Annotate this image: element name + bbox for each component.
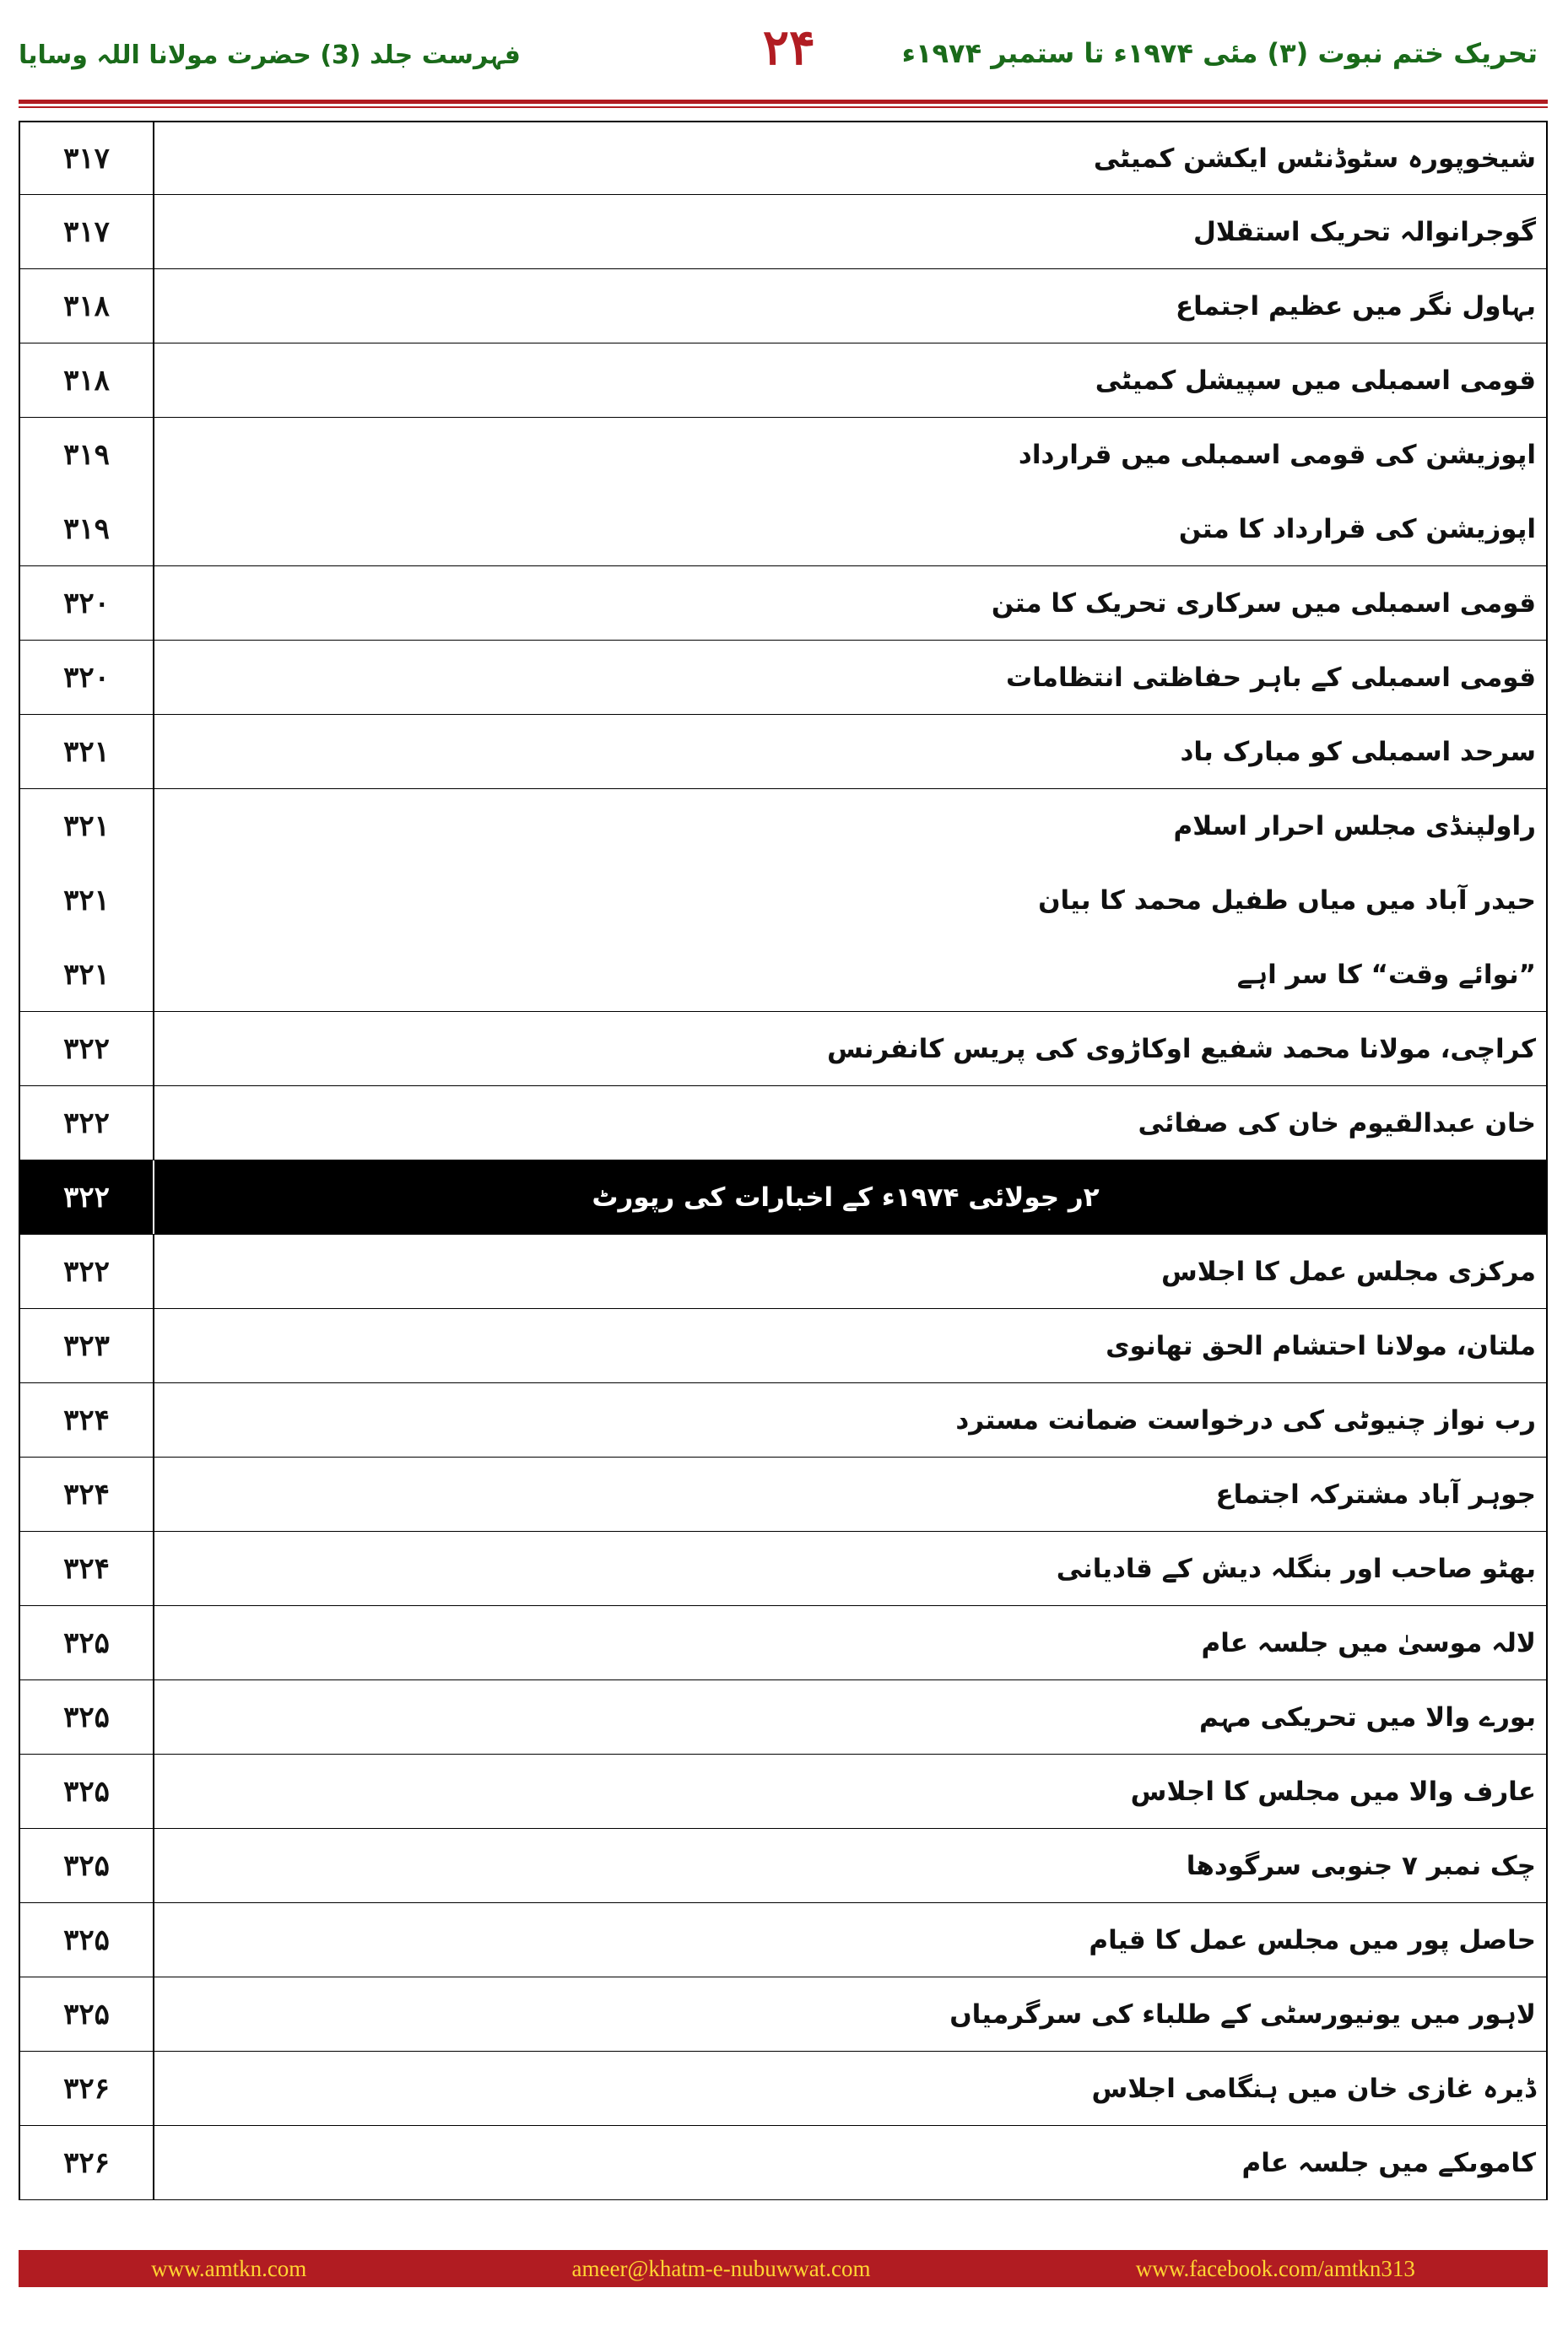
entry-title: بورے والا میں تحریکی مہم bbox=[1199, 1701, 1536, 1733]
table-row bbox=[19, 1829, 1548, 1903]
table-row bbox=[19, 1383, 1548, 1458]
entry-title: رب نواز چنیوٹی کی درخواست ضمانت مسترد bbox=[955, 1404, 1536, 1436]
entry-title: جوہر آباد مشترکہ اجتماع bbox=[1215, 1479, 1536, 1510]
entry-title: حاصل پور میں مجلس عمل کا قیام bbox=[1089, 1924, 1536, 1955]
section-header-row bbox=[19, 1160, 1548, 1235]
table-row bbox=[19, 566, 1548, 641]
book-title: تحریک ختم نبوت (۳) مئی ۱۹۷۴ء تا ستمبر ۱۹۷۴ء bbox=[901, 37, 1538, 69]
table-row bbox=[19, 1086, 1548, 1160]
table-row bbox=[19, 1680, 1548, 1755]
page-ref: ۳۲۱ bbox=[20, 863, 154, 938]
table-row bbox=[19, 1977, 1548, 2052]
page-ref: ۳۲۱ bbox=[20, 938, 154, 1011]
page-header bbox=[0, 0, 1568, 101]
page-ref: ۳۲۰ bbox=[20, 641, 154, 714]
page-ref: ۳۲۵ bbox=[20, 1755, 154, 1828]
facebook-link[interactable]: www.facebook.com/amtkn313 bbox=[1135, 2255, 1415, 2281]
page-ref: ۳۲۲ bbox=[20, 1012, 154, 1085]
page-ref: ۳۲۵ bbox=[20, 1680, 154, 1754]
volume-title: فہرست جلد (3) حضرت مولانا اللہ وسایا bbox=[19, 41, 521, 70]
entry-title: حیدر آباد میں میاں طفیل محمد کا بیان bbox=[1038, 885, 1536, 916]
page-ref: ۳۲۲ bbox=[20, 1086, 154, 1160]
table-row bbox=[19, 1012, 1548, 1086]
entry-title: اپوزیشن کی قرارداد کا متن bbox=[1178, 513, 1536, 544]
table-row bbox=[19, 789, 1548, 863]
table-of-contents bbox=[19, 121, 1548, 2200]
entry-title: لاہور میں یونیورسٹی کے طلباء کی سرگرمیاں bbox=[949, 1999, 1536, 2030]
website-link[interactable]: www.amtkn.com bbox=[151, 2255, 307, 2281]
page-number: ۲۴ bbox=[762, 19, 816, 76]
table-row bbox=[19, 195, 1548, 269]
entry-title: کاموںکے میں جلسہ عام bbox=[1241, 2147, 1536, 2178]
entry-title: بھٹو صاحب اور بنگلہ دیش کے قادیانی bbox=[1056, 1553, 1536, 1584]
page-ref: ۳۱۷ bbox=[20, 195, 154, 268]
table-row bbox=[19, 863, 1548, 938]
page-ref: ۳۲۶ bbox=[20, 2126, 154, 2199]
page-footer bbox=[19, 2250, 1548, 2287]
page-ref: ۳۲۱ bbox=[20, 789, 154, 863]
table-row bbox=[19, 1458, 1548, 1532]
page-ref: ۳۱۹ bbox=[20, 492, 154, 565]
entry-title: قومی اسمبلی میں سرکاری تحریک کا متن bbox=[991, 587, 1536, 619]
table-row bbox=[19, 641, 1548, 715]
table-row bbox=[19, 2052, 1548, 2126]
table-row bbox=[19, 418, 1548, 492]
page-ref: ۳۲۳ bbox=[20, 1309, 154, 1382]
page-ref: ۳۲۴ bbox=[20, 1532, 154, 1605]
entry-title: قومی اسمبلی میں سپیشل کمیٹی bbox=[1095, 365, 1536, 396]
table-row bbox=[19, 343, 1548, 418]
header-rule-thin bbox=[19, 106, 1548, 108]
page-ref: ۳۲۱ bbox=[20, 715, 154, 788]
page-ref: ۳۲۴ bbox=[20, 1383, 154, 1457]
table-row bbox=[19, 938, 1548, 1012]
page-ref: ۳۲۶ bbox=[20, 2052, 154, 2125]
table-row bbox=[19, 269, 1548, 343]
entry-title: چک نمبر ۷ جنوبی سرگودھا bbox=[1186, 1850, 1536, 1881]
table-row bbox=[19, 1606, 1548, 1680]
entry-title: لالہ موسیٰ میں جلسہ عام bbox=[1201, 1627, 1536, 1658]
entry-title: بہاول نگر میں عظیم اجتماع bbox=[1175, 290, 1536, 322]
entry-title: سرحد اسمبلی کو مبارک باد bbox=[1180, 736, 1536, 767]
table-row bbox=[19, 1903, 1548, 1977]
table-row bbox=[19, 1532, 1548, 1606]
table-row bbox=[19, 1235, 1548, 1309]
table-row bbox=[19, 492, 1548, 566]
section-title: ۲ر جولائی ۱۹۷۴ء کے اخبارات کی رپورٹ bbox=[592, 1182, 1100, 1213]
page-ref: ۳۱۸ bbox=[20, 343, 154, 417]
entry-title: خان عبدالقیوم خان کی صفائی bbox=[1138, 1107, 1536, 1139]
page-ref: ۳۲۵ bbox=[20, 1829, 154, 1902]
table-row bbox=[19, 121, 1548, 195]
page-ref: ۳۲۵ bbox=[20, 1903, 154, 1977]
table-row bbox=[19, 2126, 1548, 2200]
entry-title: شیخوپورہ سٹوڈنٹس ایکشن کمیٹی bbox=[1093, 143, 1536, 174]
page-ref: ۳۲۵ bbox=[20, 1606, 154, 1679]
header-rule bbox=[19, 100, 1548, 104]
page-ref: ۳۲۰ bbox=[20, 566, 154, 640]
entry-title: عارف والا میں مجلس کا اجلاس bbox=[1130, 1776, 1536, 1807]
page-ref: ۳۲۵ bbox=[20, 1977, 154, 2051]
page-ref: ۳۱۸ bbox=[20, 269, 154, 343]
entry-title: اپوزیشن کی قومی اسمبلی میں قرارداد bbox=[1018, 440, 1536, 470]
page-ref: ۳۱۷ bbox=[20, 122, 154, 194]
entry-title: ملتان، مولانا احتشام الحق تھانوی bbox=[1106, 1330, 1536, 1361]
page-ref: ۳۲۲ bbox=[20, 1160, 154, 1234]
page-ref: ۳۲۴ bbox=[20, 1458, 154, 1531]
entry-title: گوجرانوالہ تحریک استقلال bbox=[1193, 216, 1536, 247]
entry-title: قومی اسمبلی کے باہر حفاظتی انتظامات bbox=[1006, 662, 1536, 693]
table-row bbox=[19, 715, 1548, 789]
page-ref: ۳۱۹ bbox=[20, 418, 154, 492]
entry-title: ڈیرہ غازی خان میں ہنگامی اجلاس bbox=[1091, 2073, 1536, 2104]
entry-title: راولپنڈی مجلس احرار اسلام bbox=[1173, 811, 1536, 841]
entry-title: ”نوائے وقت“ کا سر اہے bbox=[1236, 959, 1536, 990]
page-ref: ۳۲۲ bbox=[20, 1235, 154, 1308]
entry-title: کراچی، مولانا محمد شفیع اوکاڑوی کی پریس کانفرنس bbox=[826, 1033, 1536, 1064]
entry-title: مرکزی مجلس عمل کا اجلاس bbox=[1161, 1256, 1536, 1287]
table-row bbox=[19, 1309, 1548, 1383]
email-link[interactable]: ameer@khatm-e-nubuwwat.com bbox=[571, 2255, 871, 2281]
table-row bbox=[19, 1755, 1548, 1829]
